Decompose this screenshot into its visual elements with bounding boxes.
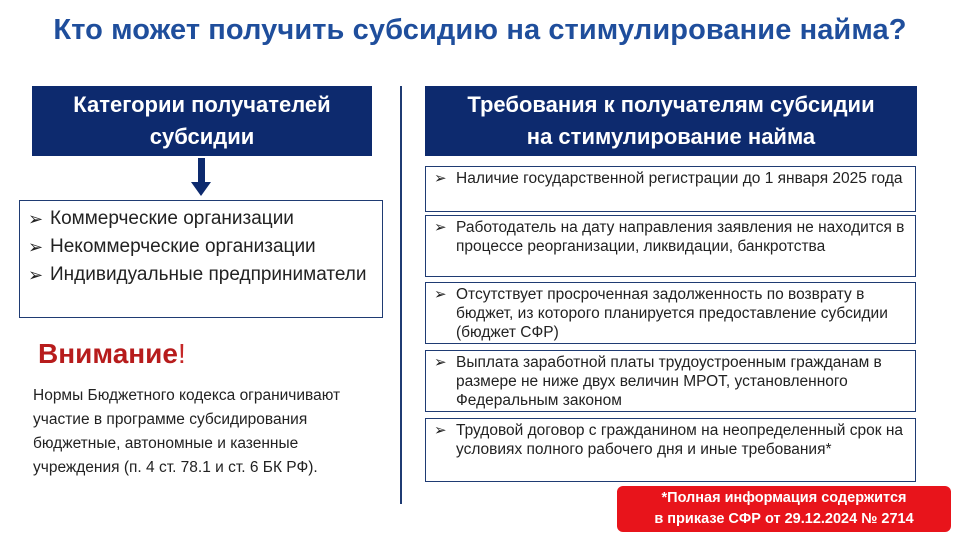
attention-heading (38, 338, 186, 370)
requirement-item (425, 282, 916, 344)
list-item (28, 261, 374, 289)
categories-header-line1: Категории получателей (73, 92, 331, 117)
requirement-text: Выплата заработной платы трудоустроенным гражданам в размере не ниже двух величин МРОТ, установленного Федеральным законом (456, 354, 882, 409)
footnote-badge (617, 486, 951, 532)
requirements-header-line1: Требования к получателям субсидии (467, 92, 875, 117)
category-label: Некоммерческие организации (50, 236, 316, 257)
categories-header (32, 86, 372, 156)
attention-word: Внимание (38, 338, 178, 369)
requirement-item (425, 166, 916, 212)
page-title: Кто может получить субсидию на стимулирование найма? (53, 14, 907, 46)
requirement-item (425, 215, 916, 277)
chevron-right-arrow-icon: ➢ (434, 286, 447, 303)
requirement-item (425, 350, 916, 412)
requirements-header-line2: на стимулирование найма (526, 124, 816, 149)
chevron-right-arrow-icon: ➢ (28, 265, 44, 285)
requirement-text: Отсутствует просроченная задолженность по возврату в бюджет, из которого планируется предоставление субсидии (бюджет СФР) (456, 286, 888, 341)
chevron-right-arrow-icon: ➢ (434, 170, 447, 187)
chevron-right-arrow-icon: ➢ (28, 209, 44, 229)
category-label: Коммерческие организации (50, 208, 294, 229)
chevron-right-arrow-icon: ➢ (434, 422, 447, 439)
footnote-line2: в приказе СФР от 29.12.2024 № 2714 (654, 511, 914, 527)
requirement-text: Работодатель на дату направления заявления не находится в процессе реорганизации, ликвидации, банкротства (456, 219, 905, 255)
vertical-divider (400, 86, 402, 504)
attention-note: Нормы Бюджетного кодекса ограничивают участие в программе субсидирования бюджетные, автономные и казенные учреждения (п. 4 ст. 78.1 и ст. 6 БК РФ). (33, 387, 341, 476)
requirement-item (425, 418, 916, 482)
requirement-text: Наличие государственной регистрации до 1 января 2025 года (456, 170, 903, 187)
categories-header-line2: субсидии (149, 124, 255, 149)
chevron-right-arrow-icon: ➢ (434, 354, 447, 371)
category-label: Индивидуальные предприниматели (50, 264, 367, 285)
arrow-down-icon (196, 158, 208, 194)
requirements-header (425, 86, 917, 156)
categories-list (19, 200, 383, 318)
footnote-line1: *Полная информация содержится (661, 490, 907, 506)
list-item (28, 233, 374, 261)
requirement-text: Трудовой договор с гражданином на неопределенный срок на условиях полного рабочего дня и иные требования* (456, 422, 904, 458)
attention-mark: ! (177, 338, 186, 369)
chevron-right-arrow-icon: ➢ (28, 237, 44, 257)
chevron-right-arrow-icon: ➢ (434, 219, 447, 236)
list-item (28, 205, 374, 233)
